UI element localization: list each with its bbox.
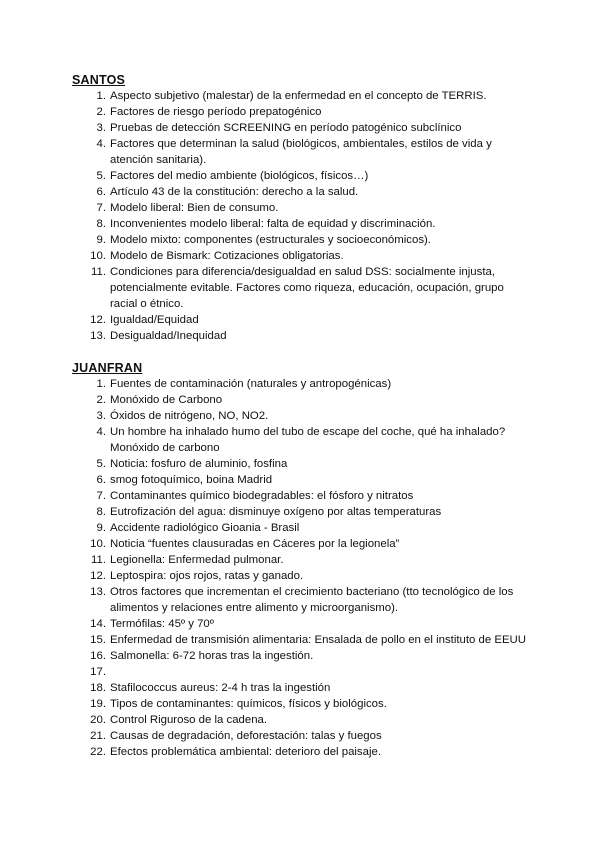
item-number: 22. <box>90 746 106 758</box>
list-item <box>0 520 600 536</box>
list-item <box>0 312 600 328</box>
section-heading: SANTOS <box>72 73 126 87</box>
item-number: 3. <box>96 410 106 422</box>
item-number: 5. <box>96 170 106 182</box>
list-item <box>0 104 600 120</box>
item-text: Modelo de Bismark: Cotizaciones obligatorias. <box>110 250 344 262</box>
list-item <box>0 200 600 216</box>
item-number: 1. <box>96 90 106 102</box>
list-item <box>0 232 600 248</box>
item-text: Leptospira: ojos rojos, ratas y ganado. <box>110 570 304 582</box>
item-text: Contaminantes químico biodegradables: el fósforo y nitratos <box>110 490 414 502</box>
list-item <box>0 712 600 728</box>
item-number: 7. <box>96 490 106 502</box>
item-number: 5. <box>96 458 106 470</box>
item-number: 8. <box>96 218 106 230</box>
item-text: Fuentes de contaminación (naturales y antropogénicas) <box>110 378 392 390</box>
list-item <box>0 616 600 632</box>
list-item <box>0 680 600 696</box>
item-number: 12. <box>90 314 106 326</box>
list-item <box>0 584 600 616</box>
list-item <box>0 504 600 520</box>
list-item <box>0 632 600 648</box>
item-number: 3. <box>96 122 106 134</box>
item-text: Artículo 43 de la constitución: derecho a la salud. <box>110 186 359 198</box>
list-item <box>0 184 600 200</box>
item-text: Noticia “fuentes clausuradas en Cáceres por la legionela” <box>110 538 400 550</box>
item-number: 9. <box>96 234 106 246</box>
item-number: 13. <box>90 330 106 342</box>
item-number: 10. <box>90 538 106 550</box>
item-text: Tipos de contaminantes: químicos, físicos y biológicos. <box>110 698 387 710</box>
list-item <box>0 408 600 424</box>
list-item <box>0 88 600 104</box>
item-text: Condiciones para diferencia/desigualdad en salud DSS: socialmente injusta, potencialmente evitable. Factores como riqueza, educación, ocupación, grupo racial o étnico. <box>110 266 504 310</box>
item-text: Óxidos de nitrógeno, NO, NO2. <box>110 410 269 422</box>
item-number: 17. <box>90 666 106 678</box>
item-text: Aspecto subjetivo (malestar) de la enfermedad en el concepto de TERRIS. <box>110 90 487 102</box>
item-text: Control Riguroso de la cadena. <box>110 714 268 726</box>
list-item <box>0 248 600 264</box>
item-text: Causas de degradación, deforestación: talas y fuegos <box>110 730 382 742</box>
item-text: Enfermedad de transmisión alimentaria: Ensalada de pollo en el instituto de EEUU <box>110 634 526 646</box>
list-item <box>0 696 600 712</box>
item-text: Factores de riesgo período prepatogénico <box>110 106 322 118</box>
item-text: Modelo liberal: Bien de consumo. <box>110 202 279 214</box>
list-item <box>0 136 600 168</box>
list-item <box>0 536 600 552</box>
item-number: 4. <box>96 138 106 150</box>
item-number: 8. <box>96 506 106 518</box>
item-number: 20. <box>90 714 106 726</box>
list-item <box>0 120 600 136</box>
item-number: 19. <box>90 698 106 710</box>
item-number: 1. <box>96 378 106 390</box>
item-text: Monóxido de Carbono <box>110 394 223 406</box>
item-number: 4. <box>96 426 106 438</box>
list-item <box>0 376 600 392</box>
item-text: Pruebas de detección SCREENING en período patogénico subclínico <box>110 122 462 134</box>
item-number: 15. <box>90 634 106 646</box>
item-text: Efectos problemática ambiental: deterioro del paisaje. <box>110 746 381 758</box>
item-text: Un hombre ha inhalado humo del tubo de escape del coche, qué ha inhalado? Monóxido de carbono <box>110 426 506 454</box>
item-number: 7. <box>96 202 106 214</box>
numbered-list <box>0 88 600 344</box>
list-item <box>0 472 600 488</box>
item-text: smog fotoquímico, boina Madrid <box>110 474 273 486</box>
item-number: 14. <box>90 618 106 630</box>
list-item <box>0 264 600 312</box>
list-item <box>0 168 600 184</box>
item-number: 9. <box>96 522 106 534</box>
item-number: 11. <box>91 266 106 278</box>
list-item <box>0 664 600 680</box>
item-text: Factores del medio ambiente (biológicos, físicos…) <box>110 170 369 182</box>
item-number: 11. <box>91 554 106 566</box>
item-number: 2. <box>96 394 106 406</box>
list-item <box>0 568 600 584</box>
item-number: 16. <box>90 650 106 662</box>
list-item <box>0 328 600 344</box>
item-text: Noticia: fosfuro de aluminio, fosfina <box>110 458 288 470</box>
item-text: Salmonella: 6-72 horas tras la ingestión. <box>110 650 314 662</box>
item-number: 18. <box>90 682 106 694</box>
item-text: Modelo mixto: componentes (estructurales y socioeconómicos). <box>110 234 431 246</box>
list-item <box>0 744 600 760</box>
list-item <box>0 424 600 456</box>
list-item <box>0 392 600 408</box>
item-text: Factores que determinan la salud (biológicos, ambientales, estilos de vida y atención sanitaria). <box>110 138 492 166</box>
item-text: Inconvenientes modelo liberal: falta de equidad y discriminación. <box>110 218 436 230</box>
item-text: Legionella: Enfermedad pulmonar. <box>110 554 284 566</box>
section-juanfran <box>0 361 600 760</box>
item-number: 21. <box>90 730 106 742</box>
item-number: 13. <box>90 586 106 598</box>
item-number: 10. <box>90 250 106 262</box>
list-item <box>0 648 600 664</box>
list-item <box>0 216 600 232</box>
item-number: 12. <box>90 570 106 582</box>
list-item <box>0 456 600 472</box>
item-number: 6. <box>96 474 106 486</box>
item-number: 6. <box>96 186 106 198</box>
item-text: Stafilococcus aureus: 2-4 h tras la ingestión <box>110 682 331 694</box>
section-heading: JUANFRAN <box>72 361 143 375</box>
item-text: Accidente radiológico Gioania - Brasil <box>110 522 300 534</box>
item-text <box>110 664 526 680</box>
item-text: Otros factores que incrementan el crecimiento bacteriano (tto tecnológico de los alimentos y relaciones entre alimento y microorganismo). <box>110 586 514 614</box>
numbered-list <box>0 376 600 760</box>
section-santos <box>0 73 600 344</box>
item-text: Igualdad/Equidad <box>110 314 199 326</box>
list-item <box>0 728 600 744</box>
list-item <box>0 552 600 568</box>
item-text: Eutrofización del agua: disminuye oxígeno por altas temperaturas <box>110 506 442 518</box>
item-text: Termófilas: 45º y 70º <box>110 618 214 630</box>
list-item <box>0 488 600 504</box>
item-text: Desigualdad/Inequidad <box>110 330 227 342</box>
item-number: 2. <box>96 106 106 118</box>
